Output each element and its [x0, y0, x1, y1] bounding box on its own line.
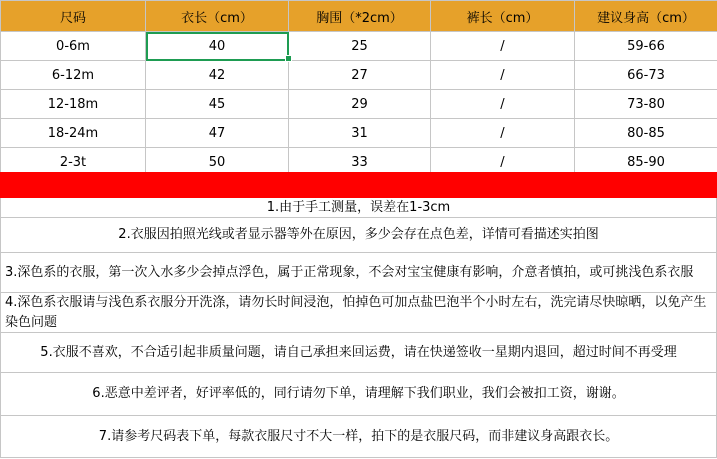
note-row-3[interactable]	[0, 253, 717, 293]
table-cell[interactable]: 80-85	[575, 119, 717, 148]
table-cell[interactable]: 66-73	[575, 61, 717, 90]
table-cell[interactable]: 45	[146, 90, 289, 119]
note-text: 4.深色系衣服请与浅色系衣服分开洗涤，请勿长时间浸泡，怕掉色可加点盐巴泡半个小时左右，洗完请尽快晾晒，以免产生染色问题	[5, 294, 707, 330]
table-cell[interactable]: 59-66	[575, 32, 717, 61]
table-cell[interactable]: 31	[289, 119, 431, 148]
red-separator-row[interactable]	[0, 172, 717, 198]
table-cell[interactable]: /	[431, 61, 575, 90]
note-text: 1.由于手工测量，误差在1-3cm	[266, 199, 451, 215]
note-row-4[interactable]	[0, 293, 717, 333]
table-header-row	[1, 1, 717, 32]
table-cell[interactable]: 25	[289, 32, 431, 61]
table-row	[1, 32, 717, 61]
table-cell[interactable]: 12-18m	[1, 90, 146, 119]
table-row	[1, 90, 717, 119]
selection-fill-handle[interactable]	[285, 55, 292, 62]
note-text: 5.衣服不喜欢，不合适引起非质量问题，请自己承担来回运费，请在快递签收一星期内退回，超过时间不再受理	[40, 344, 677, 360]
table-row	[1, 119, 717, 148]
header-pants-length[interactable]: 裤长（cm）	[431, 1, 575, 32]
header-length[interactable]: 衣长（cm）	[146, 1, 289, 32]
header-size[interactable]: 尺码	[1, 1, 146, 32]
table-cell[interactable]: 42	[146, 61, 289, 90]
table-cell[interactable]: 0-6m	[1, 32, 146, 61]
note-row-2[interactable]	[0, 218, 717, 253]
header-height[interactable]: 建议身高（cm）	[575, 1, 717, 32]
note-row-5[interactable]	[0, 333, 717, 373]
table-cell[interactable]: 2-3t	[1, 148, 146, 177]
table-cell[interactable]: 73-80	[575, 90, 717, 119]
note-text: 2.衣服因拍照光线或者显示器等外在原因，多少会存在点色差，详情可看描述实拍图	[118, 227, 599, 242]
note-row-7[interactable]	[0, 416, 717, 458]
note-text: 7.请参考尺码表下单，每款衣服尺寸不大一样，拍下的是衣服尺码，而非建议身高跟衣长。	[98, 428, 619, 444]
note-row-1[interactable]	[0, 198, 717, 218]
table-cell[interactable]: 47	[146, 119, 289, 148]
table-cell[interactable]: 29	[289, 90, 431, 119]
table-cell[interactable]: 6-12m	[1, 61, 146, 90]
table-cell[interactable]: 33	[289, 148, 431, 177]
table-cell[interactable]: 85-90	[575, 148, 717, 177]
size-chart-table	[0, 0, 717, 177]
table-cell[interactable]: /	[431, 148, 575, 177]
selected-cell[interactable]: 40	[146, 32, 289, 61]
note-text: 6.恶意中差评者，好评率低的，同行请勿下单，请理解下我们职业，我们会被扣工资，谢谢。	[92, 386, 625, 401]
table-cell[interactable]: /	[431, 119, 575, 148]
table-cell[interactable]: 27	[289, 61, 431, 90]
table-cell[interactable]: /	[431, 90, 575, 119]
notes-section	[0, 198, 717, 458]
table-row	[1, 61, 717, 90]
table-cell[interactable]: 50	[146, 148, 289, 177]
table-cell[interactable]: 18-24m	[1, 119, 146, 148]
note-text: 3.深色系的衣服，第一次入水多少会掉点浮色，属于正常现象，不会对宝宝健康有影响，介意者慎拍，或可挑浅色系衣服	[5, 264, 694, 280]
table-cell[interactable]: /	[431, 32, 575, 61]
note-row-6[interactable]	[0, 373, 717, 416]
header-chest[interactable]: 胸围（*2cm）	[289, 1, 431, 32]
